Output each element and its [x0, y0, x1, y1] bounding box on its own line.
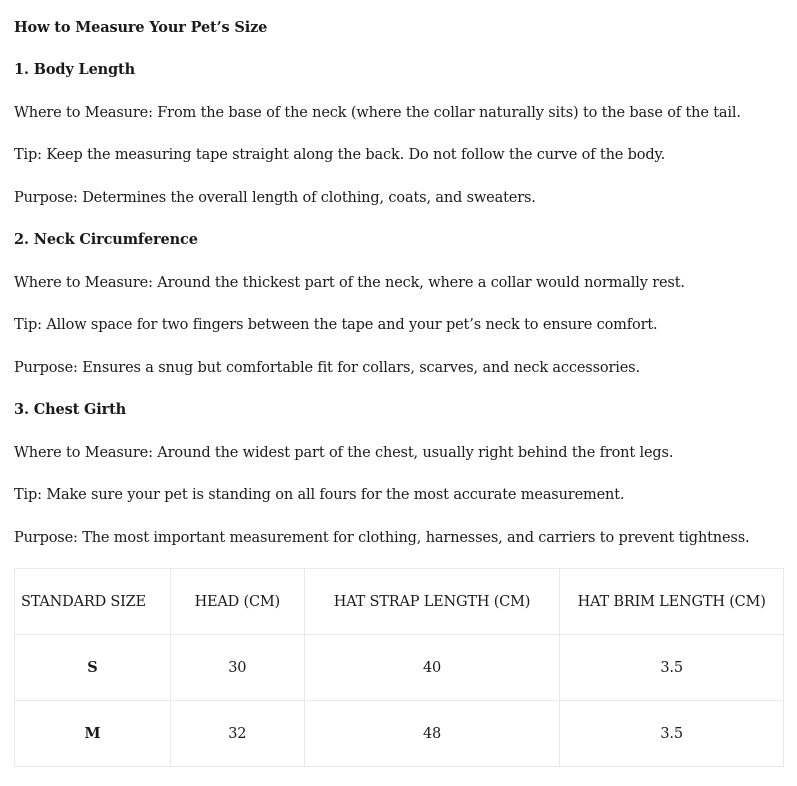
cell-brim-length: 3.5 [560, 701, 784, 767]
header-head-cm: HEAD (CM) [170, 569, 304, 635]
body-length-where: Where to Measure: From the base of the neck (where the collar naturally sits) to the base of the tail. [14, 105, 741, 121]
table-row [15, 635, 784, 701]
header-hat-strap-length: HAT STRAP LENGTH (CM) [304, 569, 560, 635]
cell-size: S [15, 635, 171, 701]
neck-circumference-purpose: Purpose: Ensures a snug but comfortable fit for collars, scarves, and neck accessories. [14, 360, 640, 376]
cell-strap-length: 40 [304, 635, 560, 701]
cell-strap-length: 48 [304, 701, 560, 767]
header-standard-size: STANDARD SIZE [15, 569, 171, 635]
body-length-purpose: Purpose: Determines the overall length of clothing, coats, and sweaters. [14, 190, 536, 206]
table-header-row [15, 569, 784, 635]
chest-girth-purpose: Purpose: The most important measurement for clothing, harnesses, and carriers to prevent tightness. [14, 530, 750, 546]
cell-size: M [15, 701, 171, 767]
table-row [15, 701, 784, 767]
cell-brim-length: 3.5 [560, 635, 784, 701]
section-heading-neck-circumference: 2. Neck Circumference [14, 231, 198, 248]
size-table [14, 568, 784, 767]
body-length-tip: Tip: Keep the measuring tape straight along the back. Do not follow the curve of the body. [14, 147, 666, 163]
neck-circumference-where: Where to Measure: Around the thickest part of the neck, where a collar would normally rest. [14, 275, 685, 291]
cell-head: 32 [170, 701, 304, 767]
section-heading-body-length: 1. Body Length [14, 61, 135, 78]
neck-circumference-tip: Tip: Allow space for two fingers between the tape and your pet’s neck to ensure comfort. [14, 317, 658, 333]
chest-girth-tip: Tip: Make sure your pet is standing on all fours for the most accurate measurement. [14, 487, 625, 503]
chest-girth-where: Where to Measure: Around the widest part of the chest, usually right behind the front legs. [14, 445, 674, 461]
section-heading-chest-girth: 3. Chest Girth [14, 401, 127, 418]
header-hat-brim-length: HAT BRIM LENGTH (CM) [560, 569, 784, 635]
cell-head: 30 [170, 635, 304, 701]
page-title: How to Measure Your Pet’s Size [14, 19, 268, 36]
